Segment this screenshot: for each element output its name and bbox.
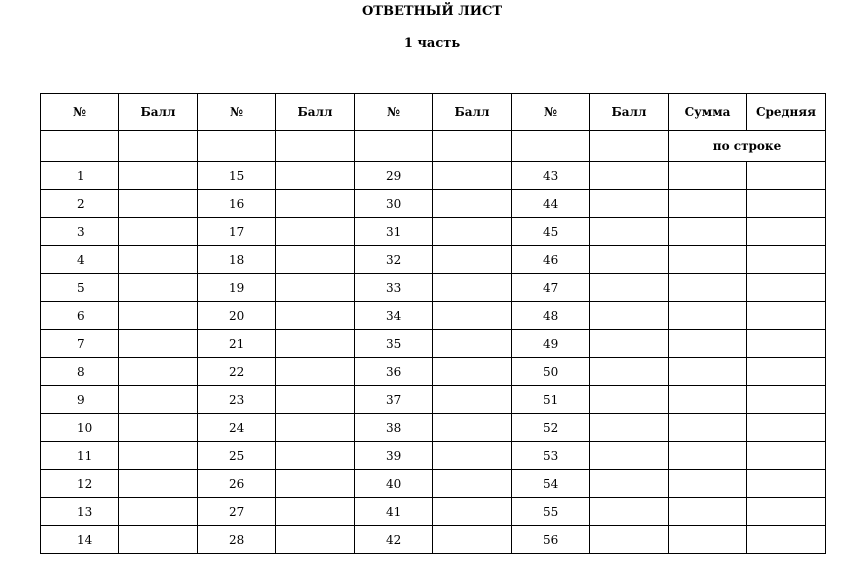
question-number: 9	[41, 386, 119, 414]
table-row	[41, 302, 826, 330]
score-cell	[119, 246, 198, 274]
header-row	[41, 94, 826, 131]
subheader-row	[41, 131, 826, 162]
sum-cell	[669, 330, 747, 358]
average-cell	[747, 498, 826, 526]
score-cell	[276, 246, 355, 274]
score-cell	[433, 526, 512, 554]
table-row	[41, 442, 826, 470]
table-row	[41, 274, 826, 302]
header-number: №	[512, 94, 590, 131]
question-number: 21	[198, 330, 276, 358]
score-cell	[119, 162, 198, 190]
score-cell	[433, 274, 512, 302]
question-number: 18	[198, 246, 276, 274]
score-cell	[590, 386, 669, 414]
question-number: 47	[512, 274, 590, 302]
question-number: 13	[41, 498, 119, 526]
sum-cell	[669, 274, 747, 302]
question-number: 4	[41, 246, 119, 274]
question-number: 53	[512, 442, 590, 470]
score-cell	[119, 358, 198, 386]
sum-cell	[669, 162, 747, 190]
question-number: 55	[512, 498, 590, 526]
score-cell	[590, 470, 669, 498]
empty-cell	[590, 131, 669, 162]
score-cell	[590, 162, 669, 190]
page-subtitle: 1 часть	[403, 36, 461, 51]
average-cell	[747, 442, 826, 470]
question-number: 37	[355, 386, 433, 414]
score-cell	[276, 498, 355, 526]
question-number: 34	[355, 302, 433, 330]
empty-cell	[276, 131, 355, 162]
table-row	[41, 246, 826, 274]
score-cell	[433, 442, 512, 470]
header-number: №	[41, 94, 119, 131]
question-number: 27	[198, 498, 276, 526]
average-cell	[747, 274, 826, 302]
score-cell	[590, 274, 669, 302]
header-average: Средняя	[747, 94, 826, 131]
score-cell	[119, 274, 198, 302]
score-cell	[119, 414, 198, 442]
score-cell	[590, 414, 669, 442]
score-cell	[119, 302, 198, 330]
header-score: Балл	[119, 94, 198, 131]
question-number: 56	[512, 526, 590, 554]
score-cell	[590, 246, 669, 274]
table-row	[41, 526, 826, 554]
question-number: 10	[41, 414, 119, 442]
average-cell	[747, 386, 826, 414]
average-cell	[747, 302, 826, 330]
table-row	[41, 358, 826, 386]
question-number: 44	[512, 190, 590, 218]
table-row	[41, 330, 826, 358]
score-cell	[119, 190, 198, 218]
score-cell	[276, 386, 355, 414]
average-cell	[747, 358, 826, 386]
question-number: 32	[355, 246, 433, 274]
score-cell	[433, 302, 512, 330]
sum-cell	[669, 190, 747, 218]
score-cell	[433, 386, 512, 414]
score-cell	[119, 218, 198, 246]
question-number: 12	[41, 470, 119, 498]
question-number: 36	[355, 358, 433, 386]
score-cell	[590, 218, 669, 246]
question-number: 48	[512, 302, 590, 330]
score-cell	[433, 218, 512, 246]
question-number: 51	[512, 386, 590, 414]
average-cell	[747, 162, 826, 190]
answer-table	[40, 93, 826, 554]
score-cell	[276, 218, 355, 246]
score-cell	[276, 442, 355, 470]
question-number: 5	[41, 274, 119, 302]
question-number: 49	[512, 330, 590, 358]
score-cell	[590, 498, 669, 526]
average-cell	[747, 414, 826, 442]
question-number: 8	[41, 358, 119, 386]
header-score: Балл	[276, 94, 355, 131]
score-cell	[433, 246, 512, 274]
question-number: 39	[355, 442, 433, 470]
score-cell	[433, 190, 512, 218]
question-number: 43	[512, 162, 590, 190]
average-cell	[747, 330, 826, 358]
question-number: 42	[355, 526, 433, 554]
average-cell	[747, 526, 826, 554]
score-cell	[119, 526, 198, 554]
score-cell	[276, 526, 355, 554]
sum-cell	[669, 498, 747, 526]
score-cell	[433, 162, 512, 190]
score-cell	[276, 358, 355, 386]
question-number: 38	[355, 414, 433, 442]
score-cell	[590, 302, 669, 330]
average-cell	[747, 190, 826, 218]
table-row	[41, 498, 826, 526]
question-number: 23	[198, 386, 276, 414]
subheader-by-row: по строке	[669, 131, 826, 162]
score-cell	[590, 442, 669, 470]
header-number: №	[355, 94, 433, 131]
sum-cell	[669, 470, 747, 498]
page-title: ОТВЕТНЫЙ ЛИСТ	[361, 4, 503, 19]
question-number: 50	[512, 358, 590, 386]
sum-cell	[669, 414, 747, 442]
question-number: 19	[198, 274, 276, 302]
question-number: 2	[41, 190, 119, 218]
question-number: 1	[41, 162, 119, 190]
score-cell	[433, 330, 512, 358]
question-number: 30	[355, 190, 433, 218]
question-number: 31	[355, 218, 433, 246]
empty-cell	[355, 131, 433, 162]
table-row	[41, 386, 826, 414]
score-cell	[276, 470, 355, 498]
sum-cell	[669, 526, 747, 554]
score-cell	[119, 498, 198, 526]
header-score: Балл	[590, 94, 669, 131]
question-number: 7	[41, 330, 119, 358]
question-number: 17	[198, 218, 276, 246]
score-cell	[433, 470, 512, 498]
table-row	[41, 218, 826, 246]
score-cell	[590, 358, 669, 386]
table-row	[41, 190, 826, 218]
score-cell	[276, 274, 355, 302]
score-cell	[119, 470, 198, 498]
question-number: 16	[198, 190, 276, 218]
score-cell	[433, 358, 512, 386]
table-row	[41, 162, 826, 190]
score-cell	[433, 498, 512, 526]
score-cell	[590, 330, 669, 358]
score-cell	[590, 526, 669, 554]
question-number: 25	[198, 442, 276, 470]
question-number: 3	[41, 218, 119, 246]
question-number: 14	[41, 526, 119, 554]
empty-cell	[41, 131, 119, 162]
question-number: 15	[198, 162, 276, 190]
question-number: 52	[512, 414, 590, 442]
question-number: 54	[512, 470, 590, 498]
header-sum: Сумма	[669, 94, 747, 131]
table-row	[41, 470, 826, 498]
average-cell	[747, 218, 826, 246]
score-cell	[276, 302, 355, 330]
question-number: 33	[355, 274, 433, 302]
sum-cell	[669, 358, 747, 386]
sum-cell	[669, 302, 747, 330]
table-row	[41, 414, 826, 442]
empty-cell	[198, 131, 276, 162]
score-cell	[590, 190, 669, 218]
question-number: 41	[355, 498, 433, 526]
score-cell	[276, 162, 355, 190]
score-cell	[276, 190, 355, 218]
question-number: 45	[512, 218, 590, 246]
question-number: 26	[198, 470, 276, 498]
sum-cell	[669, 218, 747, 246]
question-number: 20	[198, 302, 276, 330]
question-number: 6	[41, 302, 119, 330]
header-number: №	[198, 94, 276, 131]
header-score: Балл	[433, 94, 512, 131]
average-cell	[747, 470, 826, 498]
question-number: 40	[355, 470, 433, 498]
score-cell	[433, 414, 512, 442]
score-cell	[119, 386, 198, 414]
empty-cell	[512, 131, 590, 162]
question-number: 29	[355, 162, 433, 190]
question-number: 24	[198, 414, 276, 442]
question-number: 11	[41, 442, 119, 470]
score-cell	[276, 414, 355, 442]
question-number: 46	[512, 246, 590, 274]
average-cell	[747, 246, 826, 274]
sum-cell	[669, 386, 747, 414]
sum-cell	[669, 246, 747, 274]
question-number: 22	[198, 358, 276, 386]
sum-cell	[669, 442, 747, 470]
score-cell	[119, 330, 198, 358]
question-number: 28	[198, 526, 276, 554]
empty-cell	[119, 131, 198, 162]
question-number: 35	[355, 330, 433, 358]
empty-cell	[433, 131, 512, 162]
score-cell	[119, 442, 198, 470]
score-cell	[276, 330, 355, 358]
